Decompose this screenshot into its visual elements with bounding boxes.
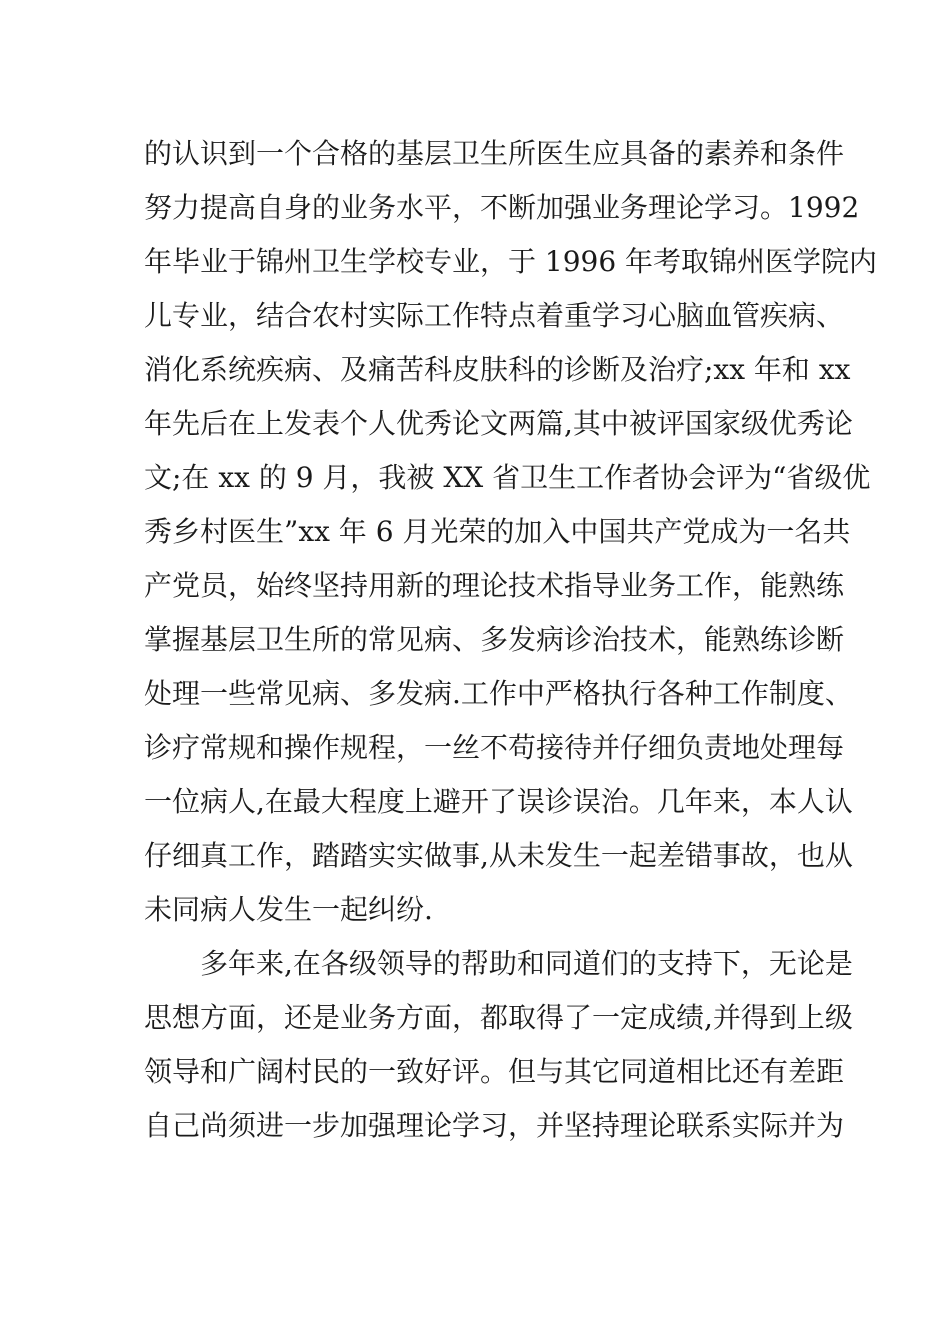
text-line: 的认识到一个合格的基层卫生所医生应具备的素养和条件 [144, 137, 845, 170]
text-line: 产党员，始终坚持用新的理论技术指导业务工作，能熟练 [144, 569, 845, 602]
paragraph-start-line: 多年来,在各级领导的帮助和同道们的支持下，无论是 [200, 947, 853, 980]
text-line: 一位病人,在最大程度上避开了误诊误治。几年来，本人认 [144, 785, 853, 818]
text-line: 诊疗常规和操作规程，一丝不苟接待并仔细负责地处理每 [144, 731, 845, 764]
text-line: 思想方面，还是业务方面，都取得了一定成绩,并得到上级 [144, 1001, 853, 1034]
paragraph-end-line: 未同病人发生一起纠纷. [144, 893, 433, 926]
text-line: 文;在 xx 的 9 月，我被 XX 省卫生工作者协会评为“省级优 [144, 461, 871, 494]
text-line: 儿专业，结合农村实际工作特点着重学习心脑血管疾病、 [144, 299, 845, 332]
text-line: 自己尚须进一步加强理论学习，并坚持理论联系实际并为 [144, 1109, 845, 1142]
text-line: 领导和广阔村民的一致好评。但与其它同道相比还有差距 [144, 1055, 845, 1088]
document-body [144, 130, 878, 1156]
text-line: 掌握基层卫生所的常见病、多发病诊治技术，能熟练诊断 [144, 623, 845, 656]
text-line: 年毕业于锦州卫生学校专业，于 1996 年考取锦州医学院内 [144, 245, 878, 278]
text-line: 消化系统疾病、及痛苦科皮肤科的诊断及治疗;xx 年和 xx [144, 353, 851, 386]
text-line: 年先后在上发表个人优秀论文两篇,其中被评国家级优秀论 [144, 407, 853, 440]
text-line: 努力提高自身的业务水平，不断加强业务理论学习。1992 [144, 191, 860, 224]
text-line: 秀乡村医生”xx 年 6 月光荣的加入中国共产党成为一名共 [144, 515, 851, 548]
text-line: 仔细真工作，踏踏实实做事,从未发生一起差错事故，也从 [144, 839, 853, 872]
text-line: 处理一些常见病、多发病.工作中严格执行各种工作制度、 [144, 677, 853, 710]
